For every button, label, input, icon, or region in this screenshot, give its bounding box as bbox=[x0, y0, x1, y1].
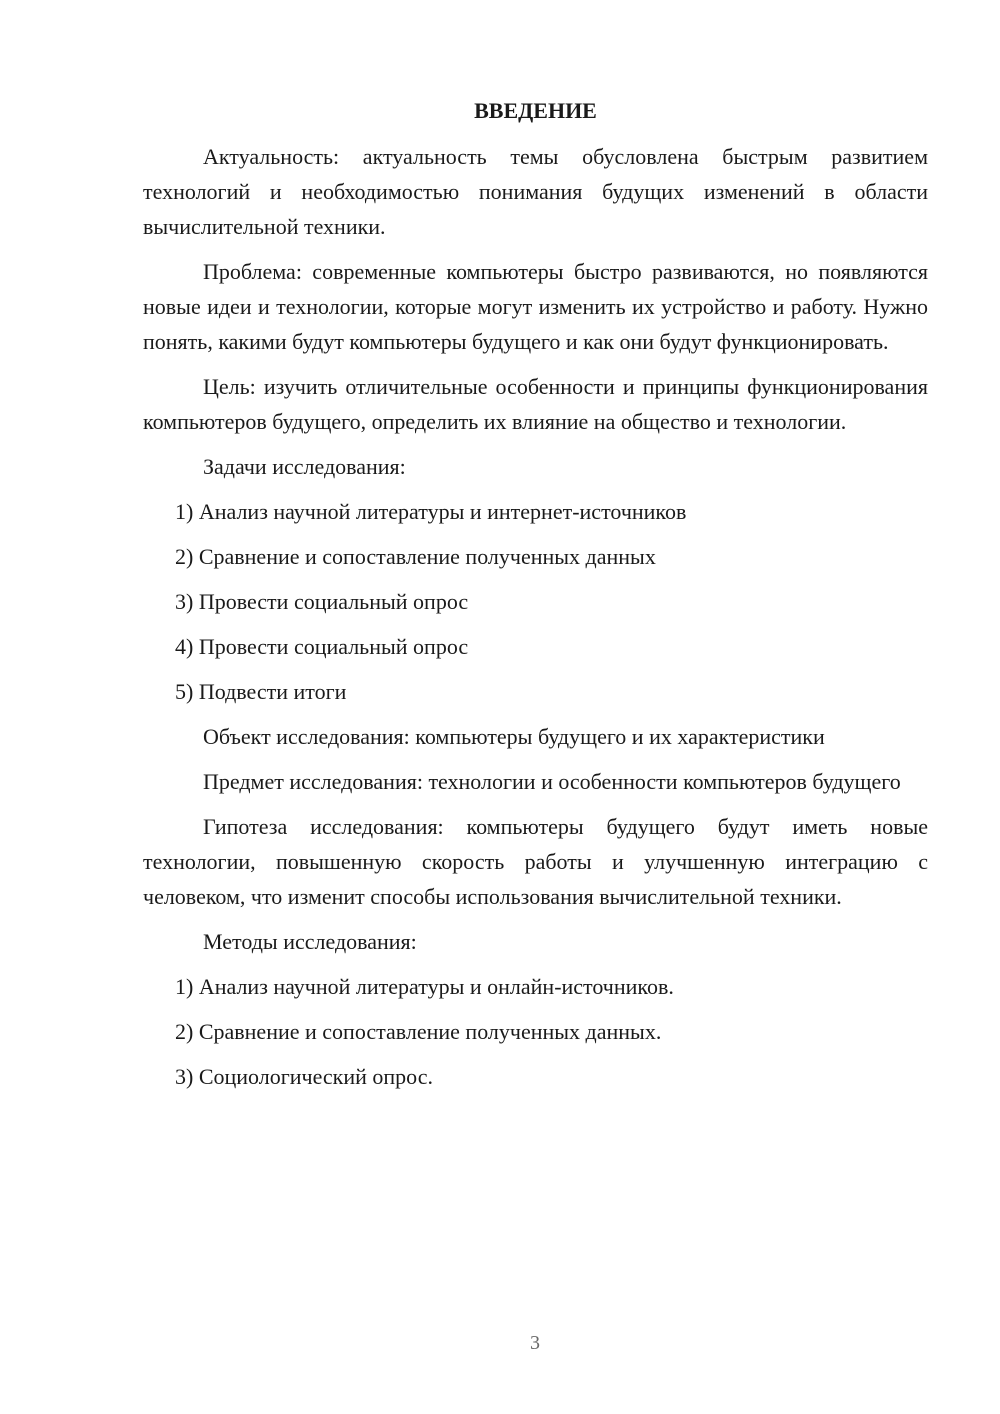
methods-title: Методы исследования: bbox=[203, 929, 417, 954]
list-item: 2) Сравнение и сопоставление полученных данных. bbox=[175, 1019, 662, 1044]
subject-paragraph: Предмет исследования: технологии и особенности компьютеров будущего bbox=[203, 769, 901, 794]
list-item: 3) Провести социальный опрос bbox=[175, 589, 469, 614]
methods-list bbox=[143, 969, 928, 1094]
list-item: 3) Социологический опрос. bbox=[175, 1064, 433, 1089]
list-item: 2) Сравнение и сопоставление полученных данных bbox=[175, 544, 656, 569]
page-number: 3 bbox=[530, 1332, 540, 1354]
goal-paragraph: Цель: изучить отличительные особенности и принципы функционирования компьютеров будущего, определить их влияние на общество и технологии. bbox=[143, 374, 928, 434]
object-paragraph: Объект исследования: компьютеры будущего и их характеристики bbox=[203, 724, 825, 749]
tasks-title: Задачи исследования: bbox=[203, 454, 406, 479]
section-heading: ВВЕДЕНИЕ bbox=[474, 98, 597, 123]
list-item: 1) Анализ научной литературы и онлайн-источников. bbox=[175, 974, 674, 999]
problem-paragraph: Проблема: современные компьютеры быстро развиваются, но появляются новые идеи и технологии, которые могут изменить их устройство и работу. Нужно понять, какими будут компьютеры будущего и как они будут функционировать. bbox=[143, 259, 928, 354]
list-item: 4) Провести социальный опрос bbox=[175, 634, 469, 659]
relevance-paragraph: Актуальность: актуальность темы обусловлена быстрым развитием технологий и необходимостью понимания будущих изменений в области вычислительной техники. bbox=[143, 144, 928, 239]
list-item: 1) Анализ научной литературы и интернет-источников bbox=[175, 499, 687, 524]
hypothesis-paragraph: Гипотеза исследования: компьютеры будущего будут иметь новые технологии, повышенную скорость работы и улучшенную интеграцию с человеком, что изменит способы использования вычислительной техники. bbox=[143, 814, 928, 909]
list-item: 5) Подвести итоги bbox=[175, 679, 347, 704]
page-content bbox=[143, 95, 928, 1104]
tasks-list bbox=[143, 494, 928, 709]
